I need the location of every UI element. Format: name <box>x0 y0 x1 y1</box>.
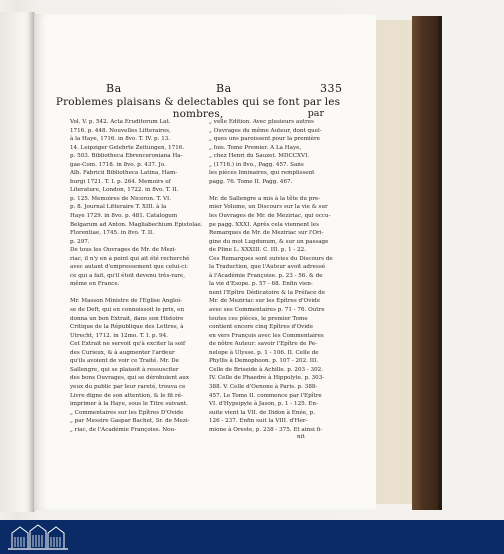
text-line: p. 503. Bibliotheca Ebrenceroniana Ha- <box>70 153 183 160</box>
text-line: gine du mot Lugdunum, & sur un passage <box>209 238 329 245</box>
text-line: „ Ouvrages du même Auteur, dont quel- <box>209 127 322 134</box>
text-line: Belgarum ad Anton. Magliabechium Epistolae. <box>70 221 203 228</box>
text-line: les pièces liminaires, qui remplissent <box>209 170 315 177</box>
text-line: Alb. Fabricii Bibliotheca Latina, Ham- <box>70 170 178 177</box>
text-line: Phyllis à Demophoon. p. 107 - 202. III. <box>209 358 319 365</box>
text-line: ce qui a fait, qu'il étoit devenu très-rare, <box>70 272 186 279</box>
text-line: à l'Académie Françoise. p. 23 - 56. & de <box>209 272 323 279</box>
text-line: des Curieux, & à augmenter l'ardeur <box>70 349 175 356</box>
text-line: „ Commentaires sur les Epîtres D'Ovide <box>70 409 184 416</box>
text-line: Mr. Masson Ministre de l'Eglise Angloi- <box>70 298 182 305</box>
text-line: 14. Leipziger Gelehrte Zeitungen, 1716. <box>70 144 185 151</box>
text-line: les Ouvrages de Mr. de Meziriac, qui occu- <box>209 213 331 220</box>
text-line <box>209 186 327 195</box>
text-line: se de Deft, qui en connoissoit le prix, en <box>70 307 185 314</box>
text-line: des bons Ouvrages, qui se dérobuient aux <box>70 375 190 382</box>
text-line: VI. d'Hypsipyle à Jason, p. 1 - 125. En- <box>209 401 318 408</box>
book-page <box>34 14 376 510</box>
text-line: avec ses Commentaires p. 71 - 76. Outre <box>209 307 325 314</box>
text-line: p. 297. <box>70 238 90 245</box>
text-line: Utrecht, 1712. in 12mo. T. I. p. 94. <box>70 332 168 339</box>
text-line: IV. Celle de Phaedre à Hippolyte. p. 303- <box>209 375 325 382</box>
text-line: qu'ils avoient de voir ce Traité. Mr. De <box>70 358 179 365</box>
text-line: imprimer à la Haye, sous le Titre suivant. <box>70 401 188 408</box>
text-line: „ fois. Tome Premier. A La Haye, <box>209 144 302 151</box>
text-line: donna un bon Extrait, dans son Histoire <box>70 315 184 322</box>
library-building-icon <box>6 523 70 551</box>
text-line: Mr. de Meziriac sur les Epîtres d'Ovide <box>209 298 321 305</box>
text-line: Celle de Briseide à Achille. p. 203 - 302. <box>209 366 323 373</box>
text-line: „ par Messire Gaspar Bachet, Sr. de Mezi- <box>70 418 190 425</box>
text-line: „ velle Edition. Avec plusieurs autres <box>209 119 314 125</box>
text-line: la vie d'Esope. p. 57 - 68. Enfin vien- <box>209 281 313 288</box>
text-line: gae-Com. 1718. in 8vo. p. 437. Jo. <box>70 161 166 168</box>
text-line: Mr. de Sallengre a mis à la tête du pre- <box>209 195 321 202</box>
text-line: mier Volume, un Discours sur la vie & sur <box>209 204 328 211</box>
column-right <box>209 118 333 434</box>
text-line: 126 - 237. Enfin suit la VIII. d'Her- <box>209 418 308 425</box>
text-line: „ riac, de l'Académie Françoise. Nou- <box>70 426 177 433</box>
text-line: Sallengre, qui se plaisoit à ressusciter <box>70 366 179 373</box>
text-line: p. 8. Journal Litteraire T. XIII. à la <box>70 204 167 211</box>
text-line: Ces Remarques sont suivies du Discours de <box>209 255 333 262</box>
text-line: pe pagg. XXXI. Après cela viennent les <box>209 221 319 228</box>
text-line <box>70 289 188 298</box>
running-title-cont: par <box>307 108 324 119</box>
book-cover <box>412 16 438 510</box>
text-line: toutes ces pièces, le premier Tome <box>209 315 308 322</box>
text-line: pagg. 76. Tome II. Pagg. 467. <box>209 178 293 185</box>
text-line: en vers François avec les Commentaires <box>209 332 324 339</box>
text-line: „ chez Henri du Sauzet. MDCCXVI. <box>209 153 310 160</box>
text-line: Remarques de Mr. de Meziriac sur l'Ori- <box>209 230 324 237</box>
header-left: Ba <box>106 82 122 95</box>
text-line: même en France. <box>70 281 120 288</box>
text-line: contient encore cinq Epîtres d'Ovide <box>209 324 314 331</box>
text-line: Vol. V. p. 542. Acta Eruditorum Lat. <box>70 119 171 125</box>
footer-bar <box>0 520 504 554</box>
text-line: Literature, London, 1722. in 8vo. T. II. <box>70 187 179 194</box>
text-line: Haye 1729. in 8vo. p. 481. Catalogum <box>70 213 178 220</box>
text-line: p. 125. Memoires de Niceron. T. VI. <box>70 195 171 202</box>
text-line: De tous les Ouvrages de Mr. de Mezi- <box>70 247 177 254</box>
text-line: de Pline L. XXXIII. C. III. p. 1 - 22. <box>209 247 306 254</box>
page-number: 335 <box>320 82 343 95</box>
text-line: à la Haye, 1716. in 8vo. T. IV. p. 13. <box>70 136 171 143</box>
text-line: mione à Oreste, p. 238 - 375. Et ainsi fi- <box>209 426 323 433</box>
text-line: de nôtre Auteur: savoir l'Epître de Pe- <box>209 341 317 348</box>
text-line: Florentiae, 1745. in 8vo. T. II. <box>70 230 155 237</box>
catchword: nit <box>297 434 305 440</box>
text-line: „ ques uns paroissent pour la première <box>209 136 320 143</box>
text-line: Critique de la République des Lettres, à <box>70 324 184 331</box>
text-line: nelope à Ulysse. p. 1 - 106. II. Celle de <box>209 349 319 356</box>
text-line: la Traduction, que l'Auteur avoit adressé <box>209 264 326 271</box>
left-page-edge <box>0 12 35 512</box>
header-center: Ba <box>216 82 232 95</box>
text-line: suite vient la VII. de Didon à Enée, p. <box>209 409 316 416</box>
text-line: 457. Le Tome II. commence par l'Epître <box>209 392 322 399</box>
text-line: burgi 1721. T. I. p. 264. Memoirs of <box>70 178 171 185</box>
text-line: 1716. p. 448. Nouvelles Litteraires, <box>70 127 171 134</box>
text-line: yeux du public par leur rareté, trouva ce <box>70 383 186 390</box>
text-line: avec autant d'empressement que celui-ci: <box>70 264 189 271</box>
running-title: Problemes plaisans & delectables qui se font par les nombres, <box>55 96 341 120</box>
text-line: nent l'Epître Dédicatoire & la Préface de <box>209 289 326 296</box>
text-line: 388. V. Celle d'Oenone à Paris. p. 388- <box>209 383 318 390</box>
column-left <box>70 118 203 434</box>
text-line: riac, il n'y en a point qui ait été recherché <box>70 255 190 262</box>
text-line: Cet Extrait ne servoit qu'à exciter la soif <box>70 341 186 348</box>
text-line: Livre digne de son attention, & le fit ré- <box>70 392 183 399</box>
cover-band <box>438 16 442 510</box>
page-edges <box>376 20 413 504</box>
text-line: „ (1716.) in 8vo., Pagg. 457. Sans <box>209 161 304 168</box>
